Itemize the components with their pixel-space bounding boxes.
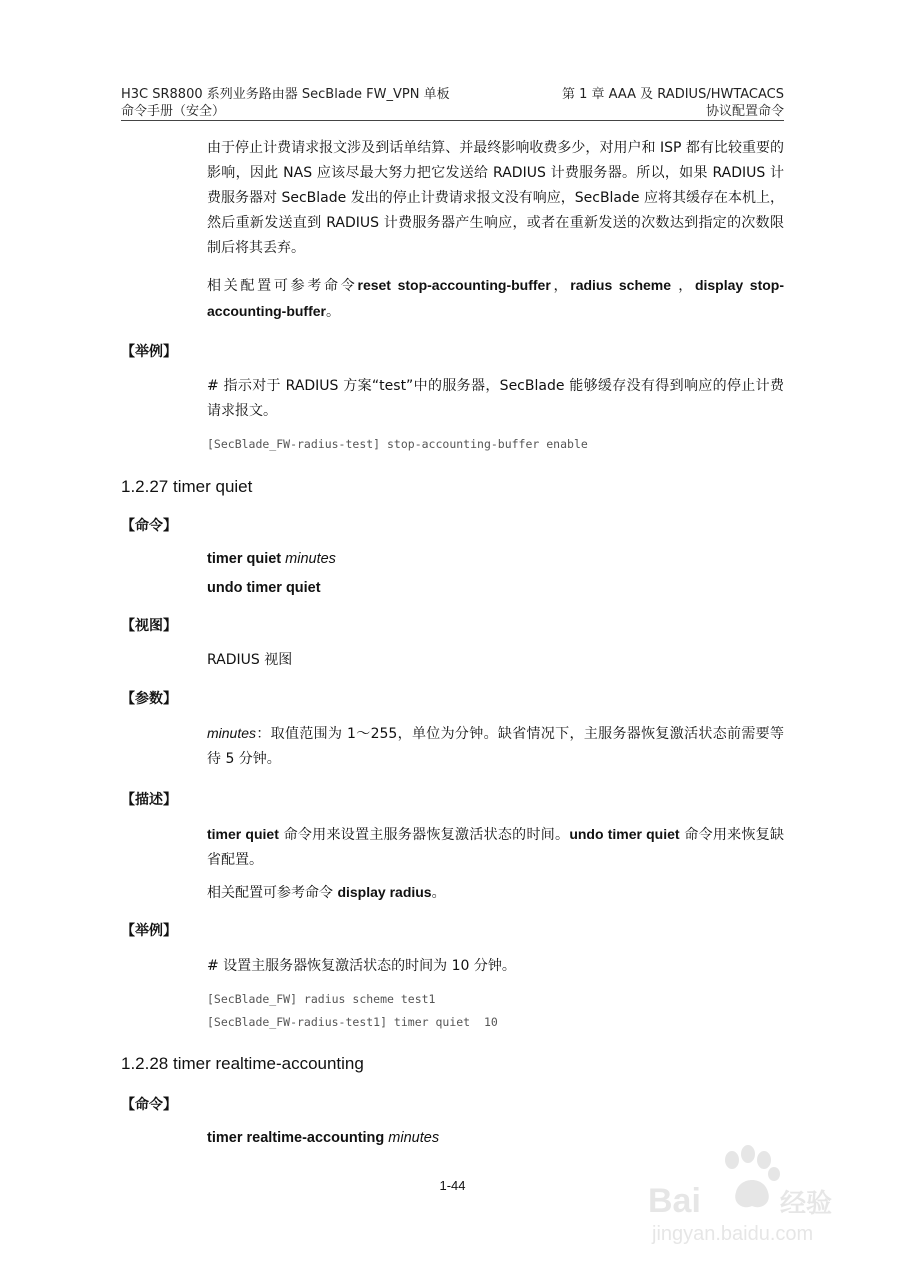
command-syntax-timer-quiet xyxy=(207,549,336,569)
command-label: 【命令】 xyxy=(121,518,177,534)
example-description: # 设置主服务器恢复激活状态的时间为 10 分钟。 xyxy=(207,958,516,974)
intro-related xyxy=(207,273,784,325)
desc-text: 命令用来设置主服务器恢复激活状态的时间。 xyxy=(283,827,570,843)
watermark-url: jingyan.baidu.com xyxy=(652,1223,814,1245)
header-rule xyxy=(121,120,784,121)
parameter-label: 【参数】 xyxy=(121,691,177,707)
view-label: 【视图】 xyxy=(121,618,177,634)
example-code: [SecBlade_FW-radius-test] stop-accounting-buffer enable xyxy=(207,437,588,451)
related-prefix: 相关配置可参考命令 xyxy=(207,278,358,294)
description-label: 【描述】 xyxy=(121,792,177,808)
desc-keyword: undo timer quiet xyxy=(569,826,680,842)
command-keyword: undo timer quiet xyxy=(207,580,321,596)
command-argument: minutes xyxy=(285,551,336,567)
header-left-line2: 命令手册（安全） xyxy=(121,104,226,119)
command-syntax-undo-timer-quiet xyxy=(207,578,321,598)
example-description: # 指示对于 RADIUS 方案“test”中的服务器，SecBlade 能够缓存没有得到响应的停止计费请求报文。 xyxy=(207,378,784,419)
command-keyword: timer realtime-accounting xyxy=(207,1130,385,1146)
command-syntax-timer-realtime-accounting xyxy=(207,1128,439,1148)
example-code-line: [SecBlade_FW-radius-test1] timer quiet 10 xyxy=(207,1015,498,1029)
example-label: 【举例】 xyxy=(121,344,177,360)
svg-text:经验: 经验 xyxy=(780,1189,833,1219)
related-cmd-display: display stop-accounting-buffer xyxy=(207,277,785,319)
desc-text: 命令用来恢复缺省配置。 xyxy=(207,827,785,868)
page-number: 1-44 xyxy=(439,1178,466,1193)
desc-keyword: timer quiet xyxy=(207,826,279,842)
header-left-line1: H3C SR8800 系列业务路由器 SecBlade FW_VPN 单板 xyxy=(121,87,450,102)
parameter-text: ：取值范围为 1～255，单位为分钟。缺省情况下，主服务器恢复激活状态前需要等待 5 分钟。 xyxy=(207,726,784,767)
related-cmd-reset: reset stop-accounting-buffer xyxy=(357,277,551,293)
svg-text:Bai: Bai xyxy=(648,1182,701,1220)
baidu-jingyan-watermark xyxy=(640,1140,870,1250)
related-sep: ， xyxy=(678,278,695,294)
related-cmd: display radius xyxy=(337,884,432,900)
related-prefix: 相关配置可参考命令 xyxy=(207,885,333,901)
command-keyword: timer quiet xyxy=(207,551,282,567)
baidu-paw-icon xyxy=(640,1140,870,1250)
parameter-description xyxy=(207,721,784,772)
description-text xyxy=(207,822,784,873)
section-title-timer-realtime-accounting: 1.2.28 timer realtime-accounting xyxy=(121,1054,364,1073)
section-title-timer-quiet: 1.2.27 timer quiet xyxy=(121,477,253,496)
header-right-line2: 协议配置命令 xyxy=(705,104,784,119)
intro-paragraph: 由于停止计费请求报文涉及到话单结算、并最终影响收费多少，对用户和 ISP 都有比较重要的影响，因此 NAS 应该尽最大努力把它发送给 RADIUS 计费服务器。所以，如果 RADIUS 计费服务器对 SecBlade 发出的停止计费请求报文没有响应，SecBlade 应将其缓存在本机上，然后重新发送直到 RADIUS 计费服务器产生响应，或者在重新发送的次数达到指定的次数限制后将其丢弃。 xyxy=(207,140,784,256)
parameter-name: minutes xyxy=(207,725,257,741)
related-sep: ， xyxy=(550,278,571,294)
description-related xyxy=(207,880,784,906)
command-label: 【命令】 xyxy=(121,1097,177,1113)
related-end: 。 xyxy=(431,885,446,901)
view-text: RADIUS 视图 xyxy=(207,652,293,668)
example-label: 【举例】 xyxy=(121,923,177,939)
header-right-line1: 第 1 章 AAA 及 RADIUS/HWTACACS xyxy=(561,87,784,102)
example-code-line: [SecBlade_FW] radius scheme test1 xyxy=(207,992,436,1006)
related-end: 。 xyxy=(326,304,340,320)
related-cmd-radius-scheme: radius scheme xyxy=(570,277,672,293)
command-argument: minutes xyxy=(388,1130,440,1146)
